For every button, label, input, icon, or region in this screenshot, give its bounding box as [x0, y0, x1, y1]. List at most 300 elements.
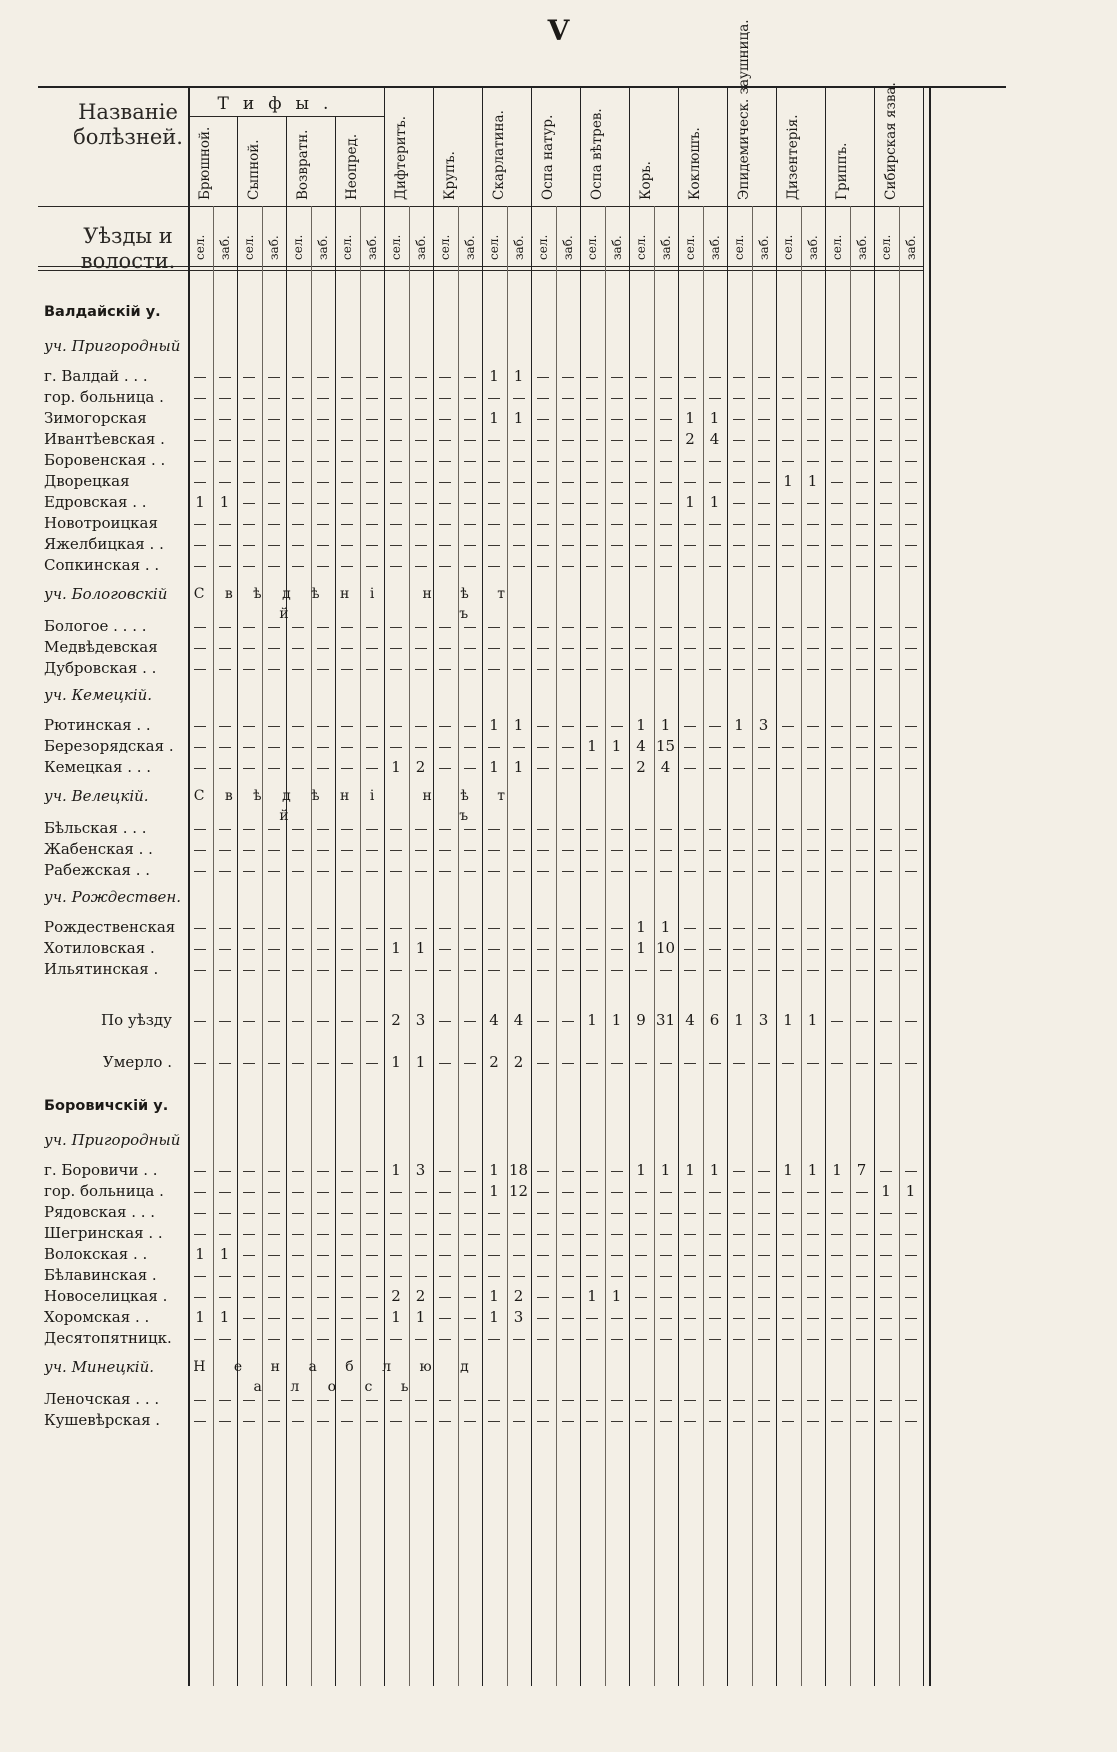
empty-dash	[611, 1213, 623, 1214]
empty-dash	[341, 1318, 353, 1319]
subcolumn-border	[899, 206, 900, 1686]
empty-dash	[268, 524, 280, 525]
empty-dash	[709, 524, 721, 525]
empty-dash	[439, 1192, 451, 1193]
empty-dash	[856, 1421, 868, 1422]
empty-dash	[807, 1339, 819, 1340]
empty-dash	[341, 503, 353, 504]
empty-dash	[733, 850, 745, 851]
empty-dash	[243, 440, 255, 441]
empty-dash	[733, 566, 745, 567]
empty-dash	[366, 566, 378, 567]
empty-dash	[464, 1192, 476, 1193]
empty-dash	[488, 398, 500, 399]
empty-dash	[684, 1276, 696, 1277]
empty-dash	[513, 1255, 525, 1256]
empty-dash	[537, 1400, 549, 1401]
empty-dash	[464, 1234, 476, 1235]
empty-dash	[415, 1255, 427, 1256]
empty-dash	[292, 928, 304, 929]
empty-dash	[219, 1297, 231, 1298]
empty-dash	[464, 1255, 476, 1256]
empty-dash	[905, 419, 917, 420]
empty-dash	[243, 1192, 255, 1193]
table-cell: 2	[415, 1287, 426, 1305]
empty-dash	[831, 829, 843, 830]
empty-dash	[488, 566, 500, 567]
empty-dash	[660, 1276, 672, 1277]
table-cell: 1	[195, 1245, 205, 1263]
empty-dash	[317, 482, 329, 483]
table-cell: 1	[391, 1053, 401, 1071]
empty-dash	[586, 419, 598, 420]
empty-dash	[390, 503, 402, 504]
empty-dash	[709, 627, 721, 628]
empty-dash	[905, 1297, 917, 1298]
table-cell: 1	[587, 1287, 597, 1305]
empty-dash	[660, 1400, 672, 1401]
empty-dash	[880, 377, 892, 378]
empty-dash	[856, 871, 868, 872]
empty-dash	[660, 669, 672, 670]
table-cell: 31	[655, 1011, 676, 1029]
empty-dash	[684, 970, 696, 971]
empty-dash	[268, 1213, 280, 1214]
empty-dash	[856, 648, 868, 649]
empty-dash	[880, 1421, 892, 1422]
empty-dash	[219, 1171, 231, 1172]
empty-dash	[905, 627, 917, 628]
empty-dash	[684, 928, 696, 929]
empty-dash	[905, 648, 917, 649]
empty-dash	[415, 1213, 427, 1214]
empty-dash	[537, 648, 549, 649]
column-border	[678, 88, 679, 1686]
empty-dash	[292, 747, 304, 748]
empty-dash	[292, 440, 304, 441]
empty-dash	[733, 1063, 745, 1064]
empty-dash	[831, 461, 843, 462]
table-cell: 1	[391, 1161, 401, 1179]
subcolumn-border	[605, 206, 606, 1686]
districts-label: Уѣзды и волости.	[80, 224, 176, 273]
empty-dash	[733, 970, 745, 971]
empty-dash	[709, 928, 721, 929]
table-cell: 1	[783, 1161, 793, 1179]
empty-dash	[464, 928, 476, 929]
district-label: Десятопятницк.	[44, 1329, 172, 1347]
empty-dash	[880, 1318, 892, 1319]
subheader-zab: заб.	[413, 235, 428, 260]
district-label: Рабежская . .	[44, 861, 150, 879]
empty-dash	[635, 871, 647, 872]
empty-dash	[268, 627, 280, 628]
empty-dash	[366, 482, 378, 483]
empty-dash	[219, 627, 231, 628]
empty-dash	[831, 871, 843, 872]
table-cell: 3	[758, 716, 769, 734]
empty-dash	[758, 1063, 770, 1064]
empty-dash	[390, 440, 402, 441]
column-border	[482, 88, 483, 1686]
empty-dash	[562, 829, 574, 830]
empty-dash	[292, 482, 304, 483]
empty-dash	[268, 503, 280, 504]
section-label: уч. Пригородный	[44, 337, 181, 355]
empty-dash	[758, 503, 770, 504]
empty-dash	[684, 768, 696, 769]
column-header: Корь.	[638, 161, 654, 200]
empty-dash	[709, 648, 721, 649]
empty-dash	[684, 747, 696, 748]
table-cell: 1	[391, 758, 401, 776]
empty-dash	[856, 482, 868, 483]
empty-dash	[341, 566, 353, 567]
empty-dash	[219, 440, 231, 441]
empty-dash	[415, 377, 427, 378]
subheader-sel: сел.	[340, 234, 354, 260]
table-cell: 12	[508, 1182, 529, 1200]
empty-dash	[488, 503, 500, 504]
column-header: Брюшной.	[197, 126, 213, 200]
empty-dash	[684, 850, 696, 851]
empty-dash	[415, 1192, 427, 1193]
empty-dash	[439, 1339, 451, 1340]
empty-dash	[562, 482, 574, 483]
empty-dash	[586, 1339, 598, 1340]
table-cell: 15	[655, 737, 676, 755]
empty-dash	[733, 747, 745, 748]
empty-dash	[537, 768, 549, 769]
empty-dash	[733, 928, 745, 929]
empty-dash	[635, 482, 647, 483]
empty-dash	[856, 850, 868, 851]
column-header: Сыпной.	[246, 139, 262, 200]
empty-dash	[758, 627, 770, 628]
empty-dash	[537, 928, 549, 929]
empty-dash	[341, 768, 353, 769]
empty-dash	[807, 398, 819, 399]
empty-dash	[562, 768, 574, 769]
empty-dash	[194, 970, 206, 971]
empty-dash	[341, 829, 353, 830]
empty-dash	[243, 747, 255, 748]
district-label: Рютинская . .	[44, 716, 151, 734]
empty-dash	[194, 1234, 206, 1235]
empty-dash	[586, 1171, 598, 1172]
empty-dash	[611, 949, 623, 950]
empty-dash	[537, 1318, 549, 1319]
empty-dash	[537, 440, 549, 441]
table-cell: 1	[415, 1308, 426, 1326]
empty-dash	[684, 829, 696, 830]
empty-dash	[562, 1339, 574, 1340]
empty-dash	[562, 1234, 574, 1235]
empty-dash	[684, 1255, 696, 1256]
empty-dash	[831, 1339, 843, 1340]
empty-dash	[341, 524, 353, 525]
empty-dash	[537, 1297, 549, 1298]
empty-dash	[194, 398, 206, 399]
empty-dash	[880, 1276, 892, 1277]
empty-dash	[880, 503, 892, 504]
empty-dash	[292, 503, 304, 504]
empty-dash	[856, 1297, 868, 1298]
empty-dash	[758, 829, 770, 830]
empty-dash	[194, 1063, 206, 1064]
column-border	[825, 88, 826, 1686]
empty-dash	[194, 850, 206, 851]
empty-dash	[733, 461, 745, 462]
empty-dash	[782, 545, 794, 546]
empty-dash	[880, 482, 892, 483]
table-cell: 1	[709, 1161, 720, 1179]
empty-dash	[537, 669, 549, 670]
empty-dash	[758, 398, 770, 399]
empty-dash	[194, 949, 206, 950]
empty-dash	[684, 726, 696, 727]
table-cell: 1	[685, 1161, 695, 1179]
empty-dash	[611, 1171, 623, 1172]
empty-dash	[537, 461, 549, 462]
empty-dash	[831, 524, 843, 525]
empty-dash	[758, 1339, 770, 1340]
empty-dash	[586, 1255, 598, 1256]
empty-dash	[415, 1400, 427, 1401]
empty-dash	[758, 949, 770, 950]
district-label: Сопкинская . .	[44, 556, 160, 574]
empty-dash	[880, 726, 892, 727]
empty-dash	[586, 503, 598, 504]
empty-dash	[562, 1021, 574, 1022]
empty-dash	[537, 829, 549, 830]
morbidity-table	[38, 19, 1006, 1686]
empty-dash	[733, 1213, 745, 1214]
empty-dash	[439, 1421, 451, 1422]
table-cell: 1	[513, 409, 524, 427]
table-cell: 1	[489, 1161, 499, 1179]
empty-dash	[219, 461, 231, 462]
empty-dash	[243, 1021, 255, 1022]
empty-dash	[390, 928, 402, 929]
column-header: Дизентерія.	[785, 114, 801, 200]
empty-dash	[219, 949, 231, 950]
page-number: V	[547, 14, 570, 47]
empty-dash	[317, 871, 329, 872]
empty-dash	[856, 1318, 868, 1319]
empty-dash	[684, 1400, 696, 1401]
empty-dash	[219, 1234, 231, 1235]
column-header: Дифтеритъ.	[393, 116, 409, 200]
table-cell: 10	[655, 939, 676, 957]
district-label: Дворецкая	[44, 472, 130, 490]
empty-dash	[905, 1255, 917, 1256]
empty-dash	[905, 377, 917, 378]
empty-dash	[513, 928, 525, 929]
empty-dash	[488, 1255, 500, 1256]
empty-dash	[782, 1400, 794, 1401]
empty-dash	[341, 1297, 353, 1298]
empty-dash	[586, 627, 598, 628]
empty-dash	[807, 1297, 819, 1298]
empty-dash	[856, 1339, 868, 1340]
empty-dash	[243, 377, 255, 378]
empty-dash	[243, 1063, 255, 1064]
empty-dash	[243, 1297, 255, 1298]
empty-dash	[807, 377, 819, 378]
empty-dash	[856, 949, 868, 950]
empty-dash	[268, 768, 280, 769]
empty-dash	[219, 829, 231, 830]
total-label: По уѣзду	[101, 1011, 172, 1029]
empty-dash	[586, 648, 598, 649]
empty-dash	[415, 545, 427, 546]
empty-dash	[317, 627, 329, 628]
table-cell: 1	[489, 758, 499, 776]
table-cell: 1	[415, 939, 426, 957]
empty-dash	[390, 747, 402, 748]
column-header: Скарлатина.	[491, 110, 507, 200]
empty-dash	[415, 850, 427, 851]
district-label: Дубровская . .	[44, 659, 157, 677]
empty-dash	[513, 461, 525, 462]
empty-dash	[439, 627, 451, 628]
empty-dash	[586, 669, 598, 670]
empty-dash	[856, 461, 868, 462]
empty-dash	[880, 419, 892, 420]
empty-dash	[390, 829, 402, 830]
empty-dash	[292, 970, 304, 971]
empty-dash	[586, 726, 598, 727]
empty-dash	[317, 768, 329, 769]
empty-dash	[464, 1400, 476, 1401]
column-border	[776, 88, 777, 1686]
empty-dash	[660, 1192, 672, 1193]
empty-dash	[268, 482, 280, 483]
empty-dash	[464, 669, 476, 670]
empty-dash	[194, 461, 206, 462]
empty-dash	[194, 1276, 206, 1277]
empty-dash	[243, 1234, 255, 1235]
table-cell: 1	[734, 716, 744, 734]
empty-dash	[660, 1213, 672, 1214]
empty-dash	[292, 524, 304, 525]
empty-dash	[880, 440, 892, 441]
empty-dash	[341, 482, 353, 483]
empty-dash	[464, 524, 476, 525]
empty-dash	[905, 1063, 917, 1064]
empty-dash	[782, 1421, 794, 1422]
empty-dash	[292, 1318, 304, 1319]
empty-dash	[219, 747, 231, 748]
table-cell: 1	[660, 716, 671, 734]
empty-dash	[390, 1276, 402, 1277]
empty-dash	[513, 482, 525, 483]
empty-dash	[562, 669, 574, 670]
empty-dash	[268, 928, 280, 929]
empty-dash	[758, 1192, 770, 1193]
district-label: Хоромская . .	[44, 1308, 150, 1326]
empty-dash	[758, 768, 770, 769]
empty-dash	[415, 648, 427, 649]
subheader-zab: заб.	[462, 235, 477, 260]
empty-dash	[586, 768, 598, 769]
column-header: Неопред.	[344, 133, 360, 200]
table-cell: 1	[391, 1308, 401, 1326]
subheader-sel: сел.	[732, 234, 746, 260]
empty-dash	[194, 1192, 206, 1193]
table-cell: 1	[195, 1308, 205, 1326]
empty-dash	[390, 648, 402, 649]
empty-dash	[317, 1063, 329, 1064]
district-label: Леночская . . .	[44, 1390, 160, 1408]
county-label: Боровичскій у.	[44, 1098, 169, 1114]
empty-dash	[390, 871, 402, 872]
empty-dash	[341, 726, 353, 727]
empty-dash	[268, 545, 280, 546]
subheader-divider	[38, 266, 923, 267]
empty-dash	[586, 545, 598, 546]
empty-dash	[488, 524, 500, 525]
empty-dash	[733, 1276, 745, 1277]
empty-dash	[513, 1213, 525, 1214]
empty-dash	[292, 461, 304, 462]
empty-dash	[611, 1063, 623, 1064]
empty-dash	[856, 1021, 868, 1022]
total-label: Умерло .	[102, 1053, 172, 1071]
empty-dash	[415, 524, 427, 525]
empty-dash	[562, 1063, 574, 1064]
empty-dash	[464, 1021, 476, 1022]
subheader-sel: сел.	[389, 234, 403, 260]
empty-dash	[856, 545, 868, 546]
empty-dash	[611, 419, 623, 420]
empty-dash	[684, 1421, 696, 1422]
empty-dash	[439, 1021, 451, 1022]
empty-dash	[268, 1171, 280, 1172]
empty-dash	[660, 1421, 672, 1422]
empty-dash	[905, 1276, 917, 1277]
empty-dash	[733, 1297, 745, 1298]
empty-dash	[733, 398, 745, 399]
empty-dash	[733, 503, 745, 504]
table-cell: 1	[195, 493, 205, 511]
empty-dash	[439, 829, 451, 830]
empty-dash	[268, 566, 280, 567]
column-border	[237, 116, 238, 1686]
empty-dash	[292, 1021, 304, 1022]
table-cell: 1	[489, 716, 499, 734]
subheader-zab: заб.	[217, 235, 232, 260]
empty-dash	[635, 1255, 647, 1256]
empty-dash	[660, 524, 672, 525]
empty-dash	[219, 398, 231, 399]
column-border	[629, 88, 630, 1686]
empty-dash	[758, 419, 770, 420]
subheader-zab: заб.	[903, 235, 918, 260]
empty-dash	[807, 1276, 819, 1277]
empty-dash	[537, 377, 549, 378]
district-label: Бѣлавинская .	[44, 1266, 157, 1284]
empty-dash	[831, 1213, 843, 1214]
empty-dash	[782, 850, 794, 851]
empty-dash	[366, 1318, 378, 1319]
empty-dash	[243, 524, 255, 525]
empty-dash	[733, 419, 745, 420]
empty-dash	[660, 1234, 672, 1235]
empty-dash	[905, 1339, 917, 1340]
column-header: Оспа вѣтрев.	[589, 108, 605, 200]
